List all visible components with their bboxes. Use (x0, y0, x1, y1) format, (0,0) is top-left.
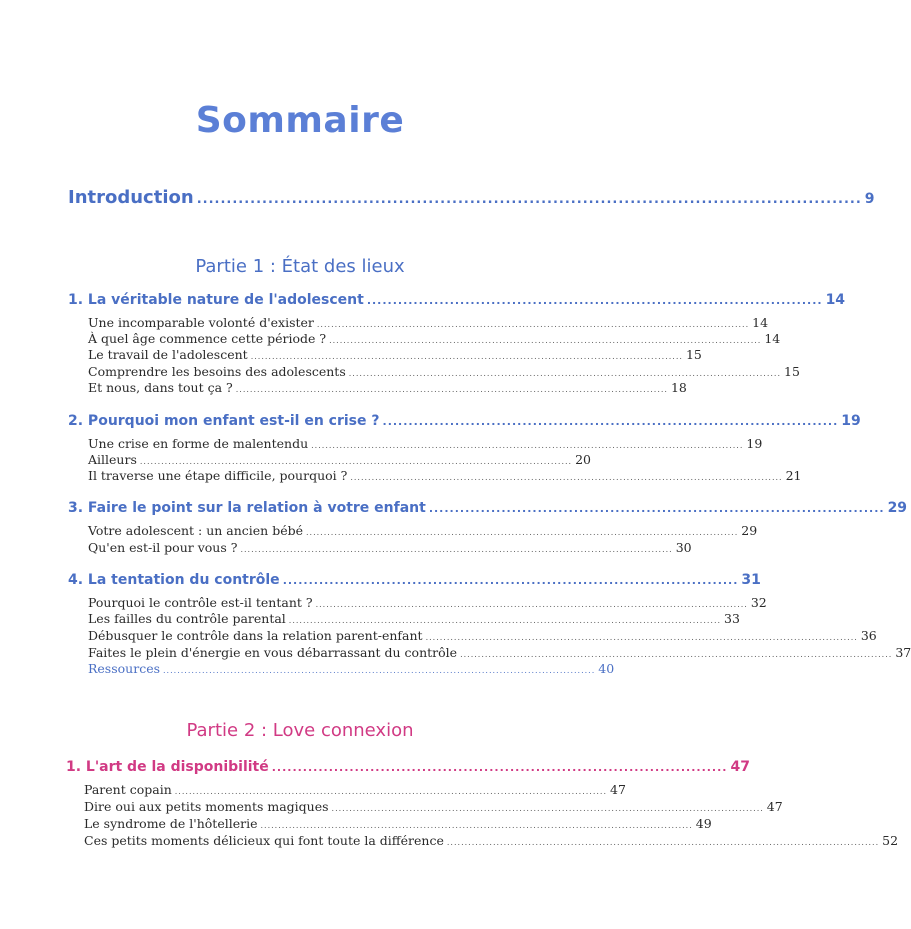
toc-page: 19 (746, 436, 763, 451)
toc-chapter[interactable] (68, 413, 861, 429)
toc-item[interactable] (88, 645, 911, 660)
toc-item-ressources[interactable] (88, 661, 615, 676)
dot-leader: .......................................................................................................................... (174, 787, 608, 796)
toc-label: 2. Pourquoi mon enfant est-il en crise ? (68, 413, 380, 429)
toc-item[interactable] (88, 468, 802, 483)
toc-item[interactable] (88, 347, 702, 362)
toc-label: Débusquer le contrôle dans la relation parent-enfant (88, 628, 423, 643)
dot-leader: ........................................................................................ (282, 574, 739, 587)
dot-leader: .......................................................................................................................... (139, 457, 573, 466)
toc-item[interactable] (88, 364, 800, 379)
toc-page: 32 (750, 595, 767, 610)
toc-label: 4. La tentation du contrôle (68, 572, 280, 588)
dot-leader: .......................................................................................................................... (316, 320, 750, 329)
toc-item[interactable] (88, 595, 767, 610)
dot-leader: .......................................................................................................................... (235, 385, 668, 394)
toc-page: 37 (895, 645, 911, 660)
dot-leader: .......................................................................................................................... (460, 650, 893, 659)
toc-label: 3. Faire le point sur la relation à votre enfant (68, 500, 426, 516)
dot-leader: .......................................................................................................................... (425, 633, 858, 642)
toc-chapter[interactable] (68, 572, 761, 588)
toc-item[interactable] (88, 523, 758, 538)
toc-item[interactable] (88, 540, 692, 555)
toc-page: 15 (685, 347, 702, 362)
toc-page: 14 (764, 331, 781, 346)
toc-page: 52 (882, 833, 899, 848)
toc-chapter[interactable] (68, 292, 846, 308)
toc-label: Faites le plein d'énergie en vous débarrassant du contrôle (88, 645, 458, 660)
toc-page: 29 (887, 500, 908, 516)
toc-page: 21 (785, 468, 802, 483)
toc-label: Votre adolescent : un ancien bébé (88, 523, 303, 538)
dot-leader: .......................................................................................................................... (446, 838, 880, 847)
toc-page: 29 (741, 523, 758, 538)
toc-label: À quel âge commence cette période ? (88, 331, 327, 346)
toc-item[interactable] (88, 452, 592, 467)
dot-leader: ........................................................................................ (271, 761, 728, 774)
page-title: Sommaire (195, 100, 405, 141)
toc-page: 14 (752, 315, 769, 330)
toc-page: 49 (695, 816, 712, 831)
toc-page: 9 (864, 191, 875, 207)
toc-item[interactable] (88, 380, 687, 395)
toc-label: Parent copain (84, 782, 172, 797)
dot-leader: ................................................................................................................ (196, 192, 862, 207)
toc-label: Une incomparable volonté d'exister (88, 315, 314, 330)
toc-page: 20 (575, 452, 592, 467)
toc-label: 1. L'art de la disponibilité (66, 759, 269, 775)
toc-page: 40 (598, 661, 615, 676)
toc-label: Une crise en forme de malentendu (88, 436, 309, 451)
toc-page: 31 (741, 572, 761, 588)
toc-page: 30 (675, 540, 692, 555)
dot-leader: .......................................................................................................................... (348, 369, 781, 378)
toc-label: Introduction (68, 187, 194, 208)
toc-label: Et nous, dans tout ça ? (88, 380, 233, 395)
toc-page: 19 (841, 413, 861, 429)
toc-chapter[interactable] (68, 500, 908, 516)
toc-item[interactable] (88, 628, 877, 643)
toc-label: 1. La véritable nature de l'adolescent (68, 292, 364, 308)
toc-label: Ressources (88, 661, 161, 676)
toc-item[interactable] (88, 315, 769, 330)
dot-leader: .......................................................................................................................... (306, 528, 739, 537)
toc-label: Qu'en est-il pour vous ? (88, 540, 238, 555)
toc-page: 18 (670, 380, 687, 395)
toc-page: 15 (784, 364, 800, 379)
dot-leader: .......................................................................................................................... (331, 804, 764, 813)
dot-leader: .......................................................................................................................... (315, 600, 748, 609)
toc-page: 47 (730, 759, 750, 775)
toc-page: 14 (825, 292, 846, 308)
toc-item[interactable] (84, 799, 783, 814)
dot-leader: .......................................................................................................................... (288, 616, 722, 625)
toc-item[interactable] (88, 331, 781, 346)
toc-item[interactable] (84, 833, 899, 848)
dot-leader: .......................................................................................................................... (260, 821, 693, 830)
toc-label: Comprendre les besoins des adolescents (88, 364, 346, 379)
toc-label: Dire oui aux petits moments magiques (84, 799, 329, 814)
dot-leader: ........................................................................................ (382, 415, 839, 428)
toc-item[interactable] (84, 816, 712, 831)
toc-page: 47 (766, 799, 783, 814)
toc-chapter[interactable] (66, 759, 750, 775)
toc-label: Ailleurs (88, 452, 137, 467)
dot-leader: .......................................................................................................................... (329, 336, 762, 345)
toc-label: Le syndrome de l'hôtellerie (84, 816, 258, 831)
part1-title: Partie 1 : État des lieux (195, 256, 405, 277)
toc-label: Les failles du contrôle parental (88, 611, 286, 626)
toc-label: Il traverse une étape difficile, pourquoi ? (88, 468, 348, 483)
dot-leader: ........................................................................................ (366, 294, 823, 307)
dot-leader: .......................................................................................................................... (350, 473, 783, 482)
dot-leader: ........................................................................................ (428, 502, 885, 515)
toc-label: Ces petits moments délicieux qui font toute la différence (84, 833, 444, 848)
toc-item[interactable] (88, 611, 740, 626)
toc-page: 47 (610, 782, 626, 797)
toc-item[interactable] (88, 436, 763, 451)
toc-introduction[interactable] (68, 187, 875, 208)
dot-leader: .......................................................................................................................... (250, 352, 683, 361)
dot-leader: .......................................................................................................................... (311, 441, 744, 450)
dot-leader: .......................................................................................................................... (240, 545, 673, 554)
part2-title: Partie 2 : Love connexion (186, 720, 414, 741)
toc-label: Le travail de l'adolescent (88, 347, 248, 362)
toc-page: 36 (860, 628, 877, 643)
toc-item[interactable] (84, 782, 626, 797)
toc-page: 33 (724, 611, 740, 626)
dot-leader: .......................................................................................................................... (163, 666, 596, 675)
toc-label: Pourquoi le contrôle est-il tentant ? (88, 595, 313, 610)
